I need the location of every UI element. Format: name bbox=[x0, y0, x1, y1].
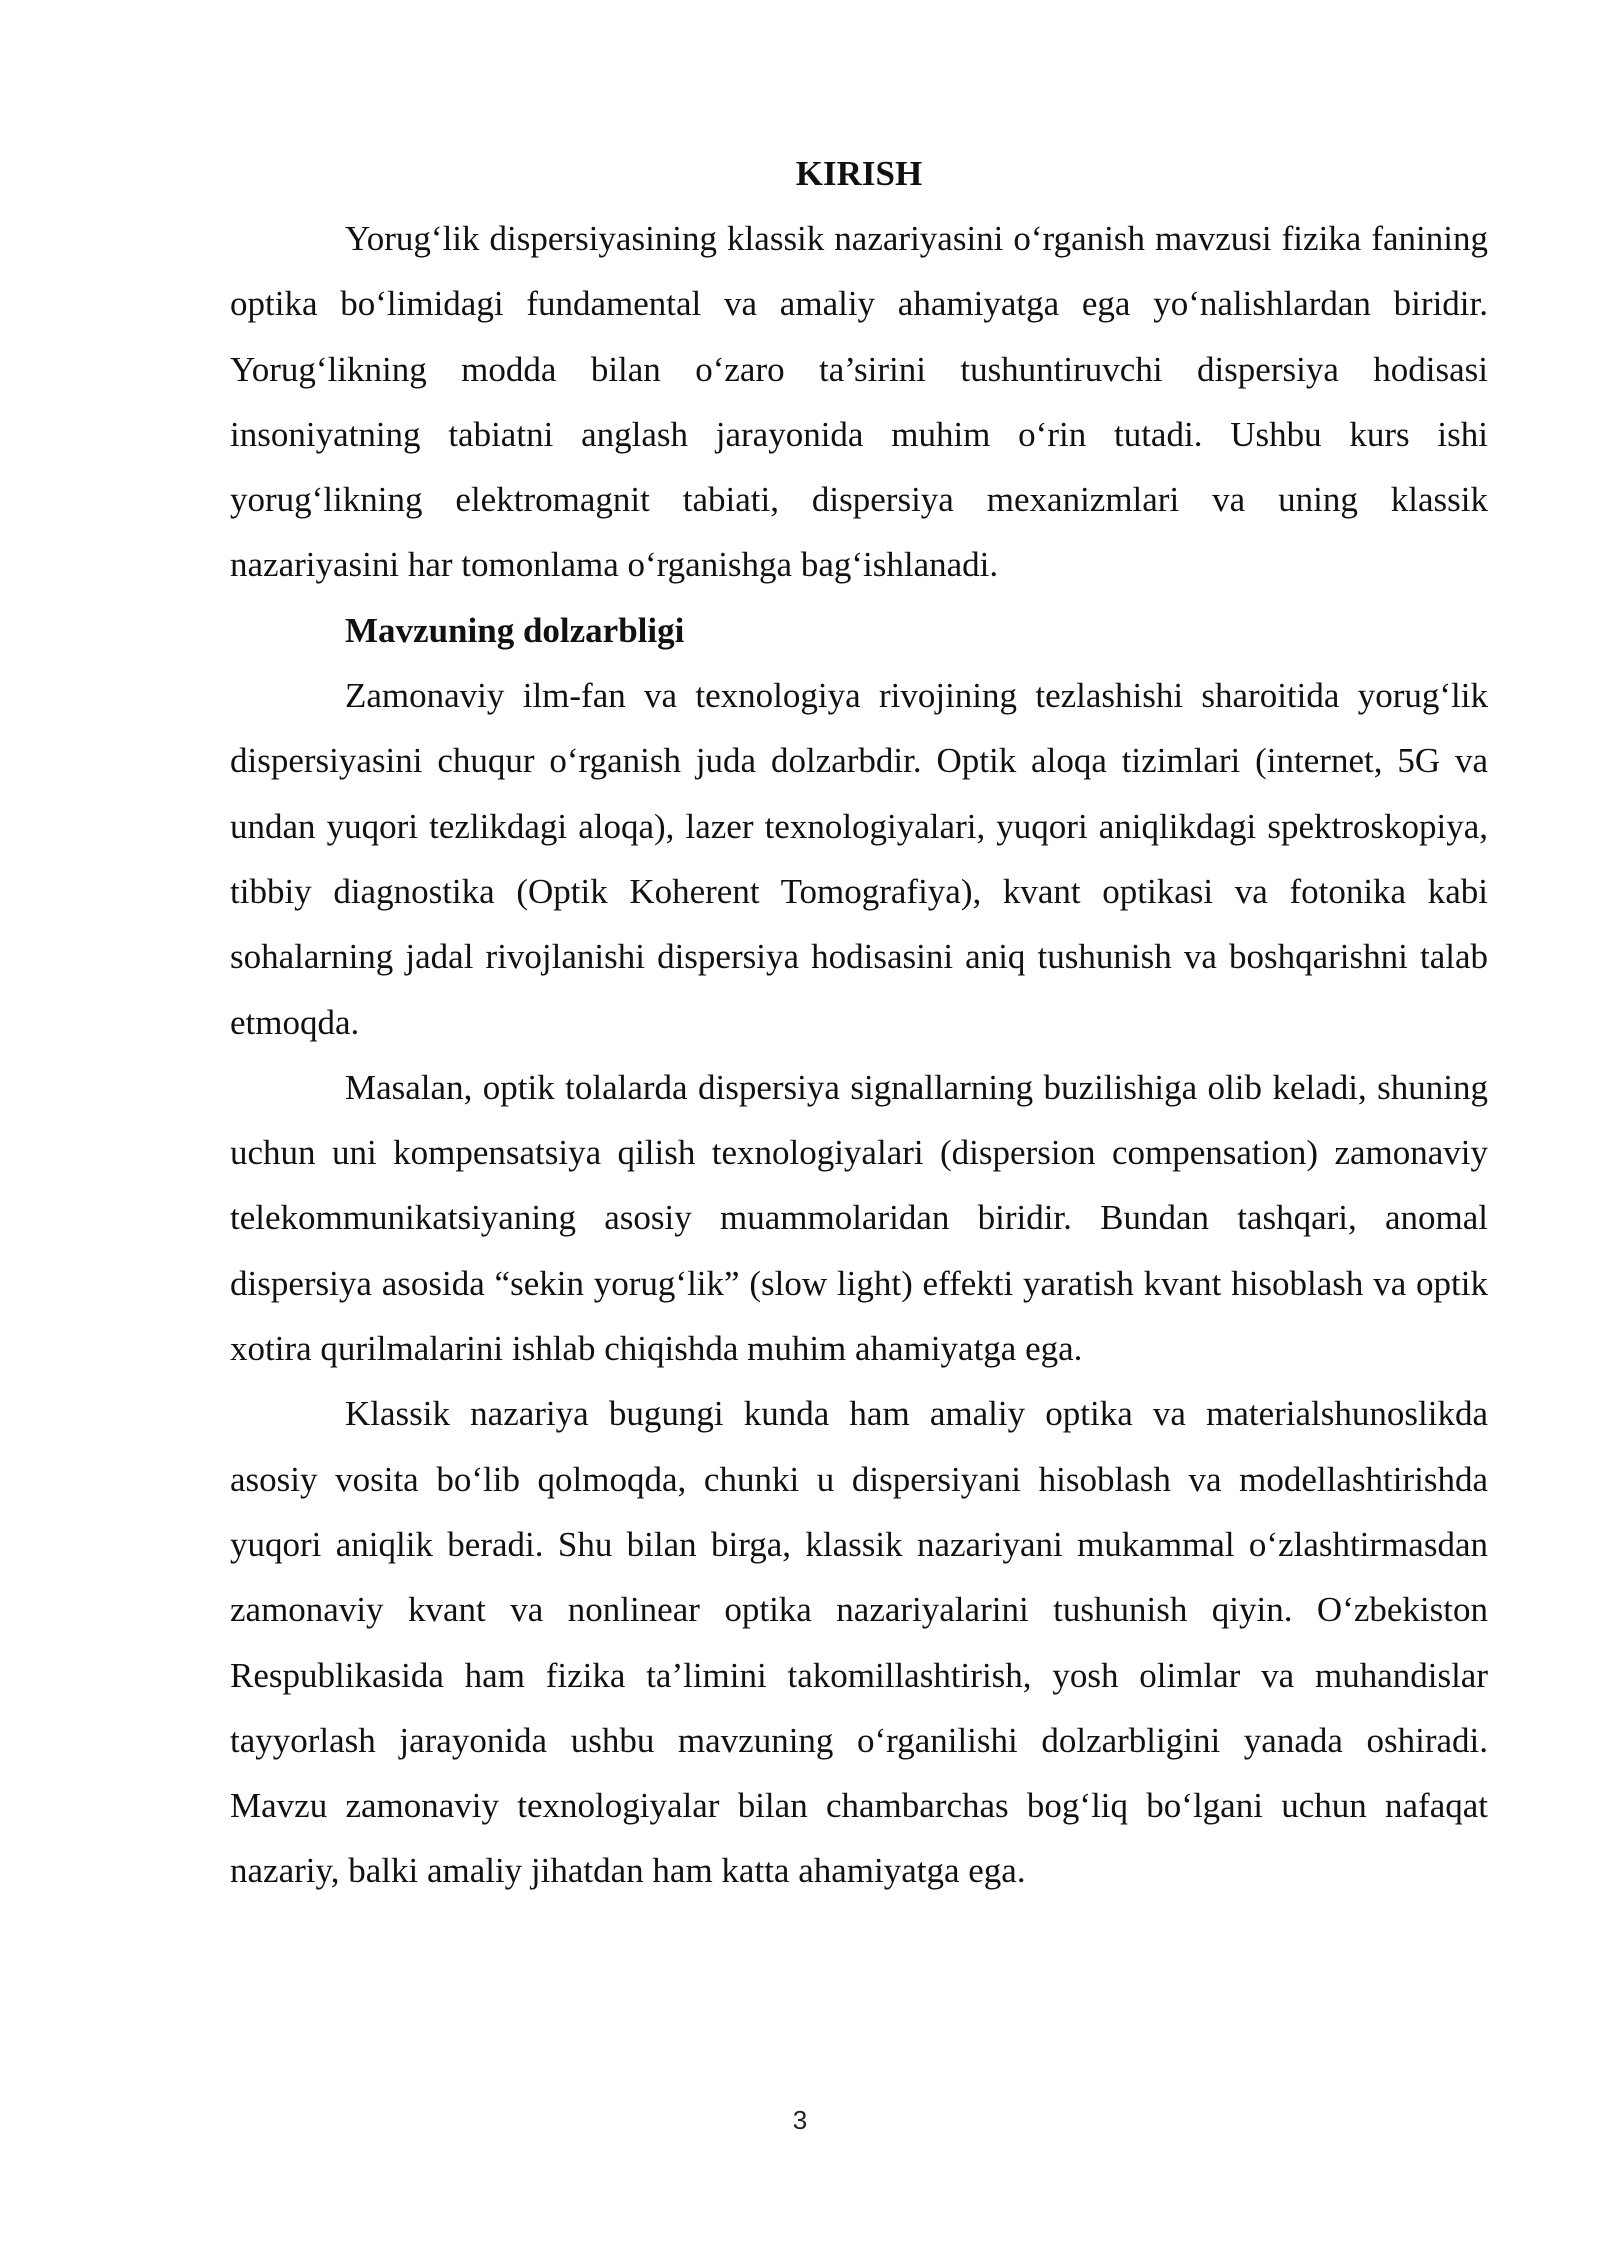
page-title: KIRISH bbox=[795, 154, 923, 193]
body-paragraph-3: Klassik nazariya bugungi kunda ham amaliy optika va materialshunoslikda asosiy vosita bo‘lib qolmoqda, chunki u dispersiyani hisoblash va modellashtirishda yuqori aniqlik beradi. Shu bilan birga, klassik nazariyani mukammal o‘zlashtirmasdan zamonaviy kvant va nonlinear optika nazariyalarini tushunish qiyin. O‘zbekiston Respublikasida ham fizika ta’limini takomillashtirish, yosh olimlar va muhandislar tayyorlash jarayonida ushbu mavzuning o‘rganilishi dolzarbligini yanada oshiradi. Mavzu zamonaviy texnologiyalar bilan chambarchas bog‘liq bo‘lgani uchun nafaqat nazariy, balki amaliy jihatdan ham katta ahamiyatga ega. bbox=[230, 1394, 1488, 1891]
document-page bbox=[230, 150, 1488, 1904]
body-paragraph-1: Zamonaviy ilm-fan va texnologiya rivojining tezlashishi sharoitida yorug‘lik dispersiyasini chuqur o‘rganish juda dolzarbdir. Optik aloqa tizimlari (internet, 5G va undan yuqori tezlikdagi aloqa), lazer texnologiyalari, yuqori aniqlikdagi spektroskopiya, tibbiy diagnostika (Optik Koherent Tomografiya), kvant optikasi va fotonika kabi sohalarning jadal rivojlanishi dispersiya hodisasini aniq tushunish va boshqarishni talab etmoqda. bbox=[230, 676, 1488, 1042]
section-heading: Mavzuning dolzarbligi bbox=[345, 610, 685, 650]
body-paragraph-2: Masalan, optik tolalarda dispersiya signallarning buzilishiga olib keladi, shuning uchun uni kompensatsiya qilish texnologiyalari (dispersion compensation) zamonaviy telekommunikatsiyaning asosiy muammolaridan biridir. Bundan tashqari, anomal dispersiya asosida “sekin yorug‘lik” (slow light) effekti yaratish kvant hisoblash va optik xotira qurilmalarini ishlab chiqishda muhim ahamiyatga ega. bbox=[230, 1067, 1488, 1369]
intro-paragraph: Yorug‘lik dispersiyasining klassik nazariyasini o‘rganish mavzusi fizika fanining optika bo‘limidagi fundamental va amaliy ahamiyatga ega yo‘nalishlardan biridir. Yorug‘likning modda bilan o‘zaro ta’sirini tushuntiruvchi dispersiya hodisasi insoniyatning tabiatni anglash jarayonida muhim o‘rin tutadi. Ushbu kurs ishi yorug‘likning elektromagnit tabiati, dispersiya mexanizmlari va uning klassik nazariyasini har tomonlama o‘rganishga bag‘ishlanadi. bbox=[230, 219, 1488, 585]
page-number: 3 bbox=[792, 2105, 808, 2135]
